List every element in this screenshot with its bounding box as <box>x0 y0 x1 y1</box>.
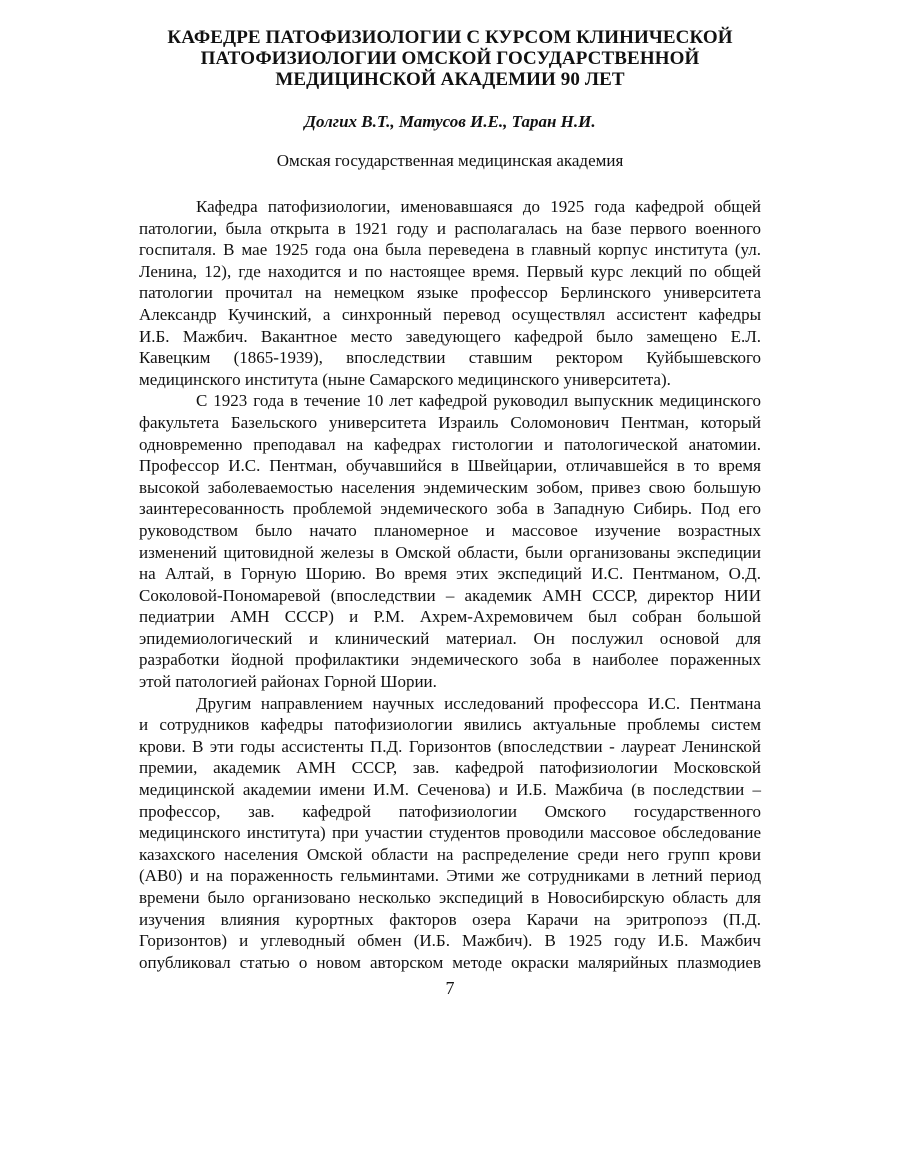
text-line: факультета Базельского университета Израиль Соломонович Пентман, который <box>139 412 761 432</box>
text-line: времени было организовано несколько экспедиций в Новосибирскую область для <box>139 888 761 907</box>
text-line: этой патологией районах Горной Шории. <box>139 672 437 692</box>
text-line: и сотрудников кафедры патофизиологии явились актуальные проблемы систем <box>139 715 761 735</box>
text-line: патологии, была открыта в 1921 году и располагалась на базе первого военного <box>139 218 761 238</box>
text-line: медицинского института (ныне Самарского медицинского университета). <box>139 369 671 389</box>
text-line: патологии прочитал на немецком языке профессор Берлинского университета <box>139 283 761 303</box>
text-line: медицинского института) при участии студентов проводили массовое обследование <box>139 823 761 843</box>
text-line: разработки йодной профилактики эндемического зоба в наиболее пораженных <box>139 650 761 670</box>
text-line: медицинской академии имени И.М. Сеченова) и И.Б. Мажбича (в последствии – <box>139 780 761 800</box>
text-line: одновременно преподавал на кафедрах гистологии и патологической анатомии. <box>139 434 761 454</box>
text-line: эпидемиологический и клинический материал. Он послужил основой для <box>139 628 761 648</box>
text-line: Александр Кучинский, а синхронный перевод осуществлял ассистент кафедры <box>139 304 761 324</box>
title-line: ПАТОФИЗИОЛОГИИ ОМСКОЙ ГОСУДАРСТВЕННОЙ <box>200 48 700 69</box>
text-line: заинтересованность проблемой эндемического зоба в Западную Сибирь. Под его <box>139 499 761 519</box>
article-title <box>120 27 780 90</box>
title-line: МЕДИЦИНСКОЙ АКАДЕМИИ 90 ЛЕТ <box>275 69 625 90</box>
text-line: (AB0) и на пораженность гельминтами. Этими же сотрудниками в летний период <box>139 866 761 886</box>
title-line: КАФЕДРЕ ПАТОФИЗИОЛОГИИ С КУРСОМ КЛИНИЧЕСКОЙ <box>167 27 733 48</box>
body-text <box>139 196 761 973</box>
page-number: 7 <box>445 978 455 998</box>
text-line: крови. В эти годы ассистенты П.Д. Горизонтов (впоследствии - лауреат Ленинской <box>139 736 761 756</box>
text-line: руководством было начато планомерное и массовое изучение возрастных <box>139 520 761 540</box>
text-line: изменений щитовидной железы в Омской области, были организованы экспедиции <box>139 542 761 562</box>
text-line: госпиталя. В мае 1925 года она была переведена в главный корпус института (ул. <box>139 240 761 260</box>
affiliation: Омская государственная медицинская академия <box>276 151 624 170</box>
text-line: Другим направлением научных исследований профессора И.С. Пентмана <box>196 693 761 713</box>
text-line: казахского населения Омской области на распределение среди него групп крови <box>139 844 761 864</box>
text-line: С 1923 года в течение 10 лет кафедрой руководил выпускник медицинского <box>196 391 761 411</box>
text-line: Ленина, 12), где находится и по настоящее время. Первый курс лекций по общей <box>139 261 761 281</box>
text-line: изучения влияния курортных факторов озера Карачи на эритропоэз (П.Д. <box>139 909 761 929</box>
text-line: премии, академик АМН СССР, зав. кафедрой патофизиологии Московской <box>139 758 761 778</box>
text-line: Профессор И.С. Пентман, обучавшийся в Швейцарии, отличавшейся в то время <box>139 456 761 476</box>
text-line: И.Б. Мажбич. Вакантное место заведующего кафедрой было замещено Е.Л. <box>139 326 761 346</box>
text-line: Горизонтов) и углеводный обмен (И.Б. Мажбич). В 1925 году И.Б. Мажбич <box>139 931 761 951</box>
text-line: Кавецким (1865-1939), впоследствии ставшим ректором Куйбышевского <box>139 348 761 368</box>
text-line: высокой заболеваемостью населения эндемическим зобом, привез свою большую <box>139 477 761 497</box>
text-line: профессор, зав. кафедрой патофизиологии Омского государственного <box>139 801 761 821</box>
text-line: опубликовал статью о новом авторском методе окраски малярийных плазмодиев <box>139 952 761 972</box>
text-line: на Алтай, в Горную Шорию. Во время этих экспедиций И.С. Пентманом, О.Д. <box>139 564 761 584</box>
text-line: педиатрии АМН СССР) и Р.М. Ахрем-Ахремовичем был собран большой <box>139 607 761 627</box>
text-line: Соколовой-Пономаревой (впоследствии – академик АМН СССР, директор НИИ <box>139 585 761 605</box>
authors: Долгих В.Т., Матусов И.Е., Таран Н.И. <box>304 112 596 131</box>
text-line: Кафедра патофизиологии, именовавшаяся до 1925 года кафедрой общей <box>196 197 761 216</box>
